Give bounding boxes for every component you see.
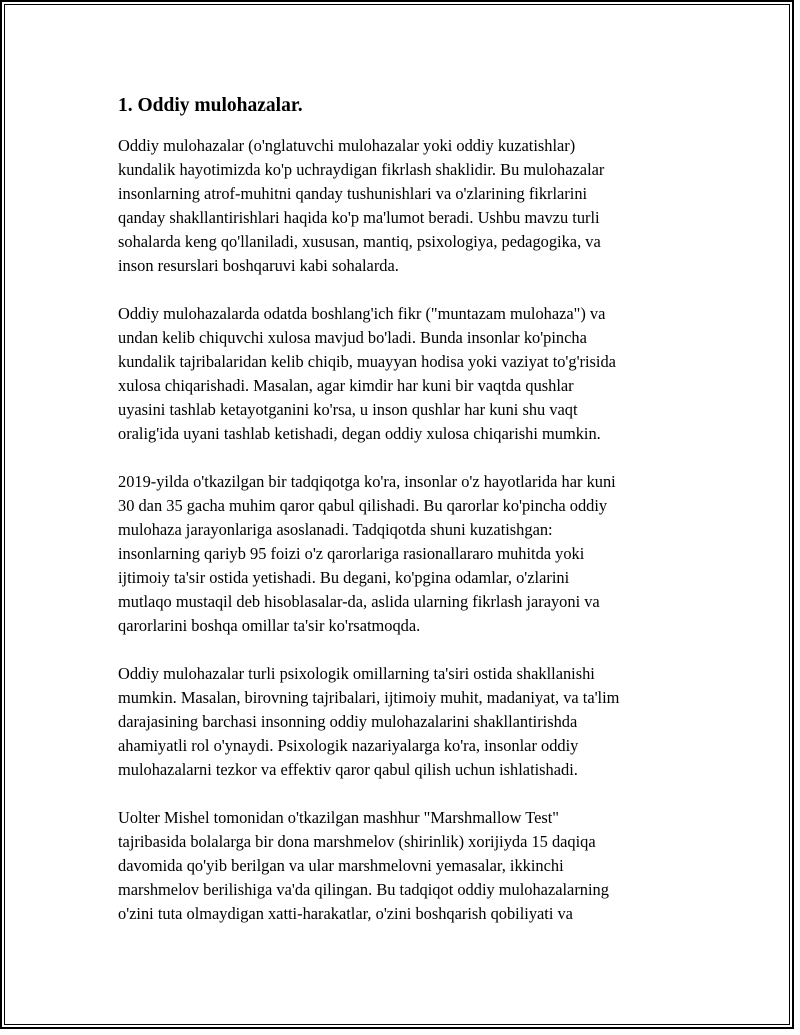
section-heading: 1. Oddiy mulohazalar. <box>118 95 303 116</box>
paragraph-4: Oddiy mulohazalar turli psixologik omillarning ta'siri ostida shakllanishi mumkin. Masalan, birovning tajribalari, ijtimoiy muhit, madaniyat, va ta'lim darajasining barchasi insonning oddiy mulohazalarini shakllantirishda ahamiyatli rol o'ynaydi. Psixologik nazariyalarga ko'ra, insonlar oddiy mulohazalarni tezkor va effektiv qaror qabul qilish uchun ishlatishadi. <box>118 664 620 779</box>
paragraph-2: Oddiy mulohazalarda odatda boshlang'ich fikr ("muntazam mulohaza") va undan kelib chiquvchi xulosa mavjud bo'ladi. Bunda insonlar ko'pincha kundalik tajribalaridan kelib chiqib, muayyan hodisa yoki vaziyat to'g'risida xulosa chiqarishadi. Masalan, agar kimdir har kuni bir vaqtda qushlar uyasini tashlab ketayotganini ko'rsa, u inson qushlar har kuni shu vaqt oralig'ida uyani tashlab ketishadi, degan oddiy xulosa chiqarishi mumkin. <box>118 304 616 443</box>
paragraph-5: Uolter Mishel tomonidan o'tkazilgan mashhur "Marshmallow Test" tajribasida bolalarga bir dona marshmelov (shirinlik) xorijiyda 15 daqiqa davomida qo'yib berilgan va ular marshmelovni yemasalar, ikkinchi marshmelov berilishiga va'da qilingan. Bu tadqiqot oddiy mulohazalarning o'zini tuta olmaydigan xatti-harakatlar, o'zini boshqarish qobiliyati va <box>118 808 609 923</box>
paragraph-3: 2019-yilda o'tkazilgan bir tadqiqotga ko'ra, insonlar o'z hayotlarida har kuni 30 dan 35 gacha muhim qaror qabul qilishadi. Bu qarorlar ko'pincha oddiy mulohaza jarayonlariga asoslanadi. Tadqiqotda shuni kuzatishgan: insonlarning qariyb 95 foizi o'z qarorlariga rasionallararo muhitda yoki ijtimoiy ta'sir ostida yetishadi. Bu degani, ko'pgina odamlar, o'zlarini mutlaqo mustaqil deb hisoblasalar-da, aslida ularning fikrlash jarayoni va qarorlarini boshqa omillar ta'sir ko'rsatmoqda. <box>118 472 616 635</box>
paragraph-1: Oddiy mulohazalar (o'nglatuvchi mulohazalar yoki oddiy kuzatishlar) kundalik hayotimizda ko'p uchraydigan fikrlash shaklidir. Bu mulohazalar insonlarning atrof-muhitni qanday tushunishlari va o'zlarining fikrlarini qanday shakllantirishlari haqida ko'p ma'lumot beradi. Ushbu mavzu turli sohalarda keng qo'llaniladi, xususan, mantiq, psixologiya, pedagogika, va inson resurslari boshqaruvi kabi sohalarda. <box>118 136 605 275</box>
document-body <box>118 92 718 950</box>
